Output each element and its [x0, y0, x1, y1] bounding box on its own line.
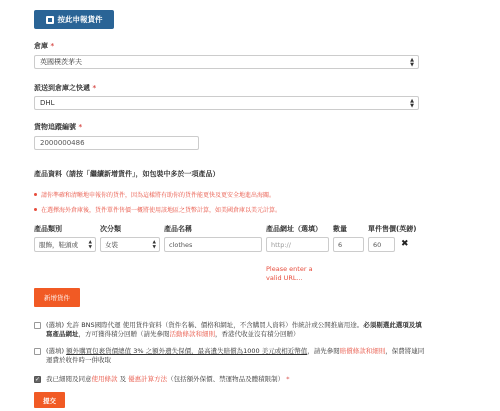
- unit-price-input[interactable]: 60: [368, 237, 395, 252]
- column-unit-price: 單件售價(英鎊): [368, 225, 417, 233]
- courier-select[interactable]: DHL ▲ ▼: [34, 96, 419, 110]
- warehouse-select[interactable]: 英國樸茨茅夫 ▲ ▼: [34, 55, 419, 69]
- notice-currency: 在選擇海外倉庫後，貨件單件售價一概將使用該地區之貨幣計算，如美國倉庫以美元計算。: [34, 205, 281, 214]
- bullet-icon: [34, 208, 37, 211]
- agree-terms-checkbox[interactable]: [34, 376, 41, 383]
- product-name-input[interactable]: clothes: [164, 237, 262, 252]
- consent-extra-insurance: (選填) 額外購買包裹貨價總值 3% 之額外遺失保價，最高遺失賠償為1000 美元或相近幣值，請先參閱賠償條款和細則，保費將連同運費於收件時一併收取: [34, 347, 426, 365]
- consent-data-usage-checkbox[interactable]: [34, 322, 41, 329]
- campaign-terms-link[interactable]: 活動條款和細則: [169, 330, 215, 338]
- column-product-url: 產品網址（選填）: [266, 225, 322, 233]
- column-quantity: 數量: [333, 225, 347, 233]
- bullet-icon: [34, 193, 37, 196]
- product-section-title: 產品資料（請按「繼續新增貨件」，如包裝中多於一項產品）: [34, 170, 220, 178]
- product-url-input[interactable]: http://: [266, 237, 329, 252]
- consent-insurance-checkbox[interactable]: [34, 348, 41, 355]
- warehouse-label: 倉庫 *: [34, 42, 55, 50]
- column-subcategory: 次分類: [100, 225, 121, 233]
- delete-row-icon[interactable]: ✖: [401, 239, 409, 249]
- tracking-number-input[interactable]: 2000000486: [34, 136, 199, 150]
- url-error-message: Please enter a valid URL...: [266, 265, 313, 282]
- compensation-terms-link[interactable]: 賠償條款和細則: [339, 347, 386, 355]
- category-select[interactable]: 服飾，鞋頭或 ▲ ▼: [34, 237, 96, 252]
- select-arrows-icon: ▲ ▼: [410, 98, 414, 109]
- courier-label: 派送到倉庫之快遞 *: [34, 84, 97, 92]
- column-product-name: 產品名稱: [164, 225, 192, 233]
- select-arrows-icon: ▲ ▼: [88, 240, 92, 250]
- discount-method-link[interactable]: 優惠計算方法: [128, 375, 168, 383]
- declare-shipment-label: 按此申報貨件: [57, 15, 103, 24]
- declare-shipment-button[interactable]: [34, 10, 114, 29]
- column-category: 產品類別: [34, 225, 62, 233]
- add-shipment-button[interactable]: 新增貨件: [34, 288, 80, 307]
- submit-button[interactable]: 提交: [34, 392, 65, 408]
- terms-of-use-link[interactable]: 使用條款: [91, 375, 118, 383]
- notice-declaration: 請你準確和清晰地申報你的貨件，因為這樣將有助你的貨件能更快及更安全地進出海關。: [34, 190, 275, 199]
- subcategory-select[interactable]: 女裝 ▲ ▼: [100, 237, 160, 252]
- select-arrows-icon: ▲ ▼: [410, 57, 414, 68]
- consent-terms: ✓ 我已細閱及同意使用條款 及 優惠計算方法（包括額外保價、禁運物品及體積限制） *: [34, 375, 426, 384]
- select-arrows-icon: ▲ ▼: [152, 240, 156, 250]
- quantity-input[interactable]: 6: [333, 237, 364, 252]
- tracking-label: 貨物追蹤編號 *: [34, 123, 83, 131]
- edit-icon: [46, 16, 54, 24]
- consent-data-usage: (選填) 允許 BNS國際代運 使用貨件資料（貨件名稱、價格和網址，不含購買人資料）作統計或公開推廣用途。必須剔選此選項及填寫產品網址，方可獲得積分回贈（請先參閱活動條款和細則，香港代收並沒有積分回贈）: [34, 321, 426, 339]
